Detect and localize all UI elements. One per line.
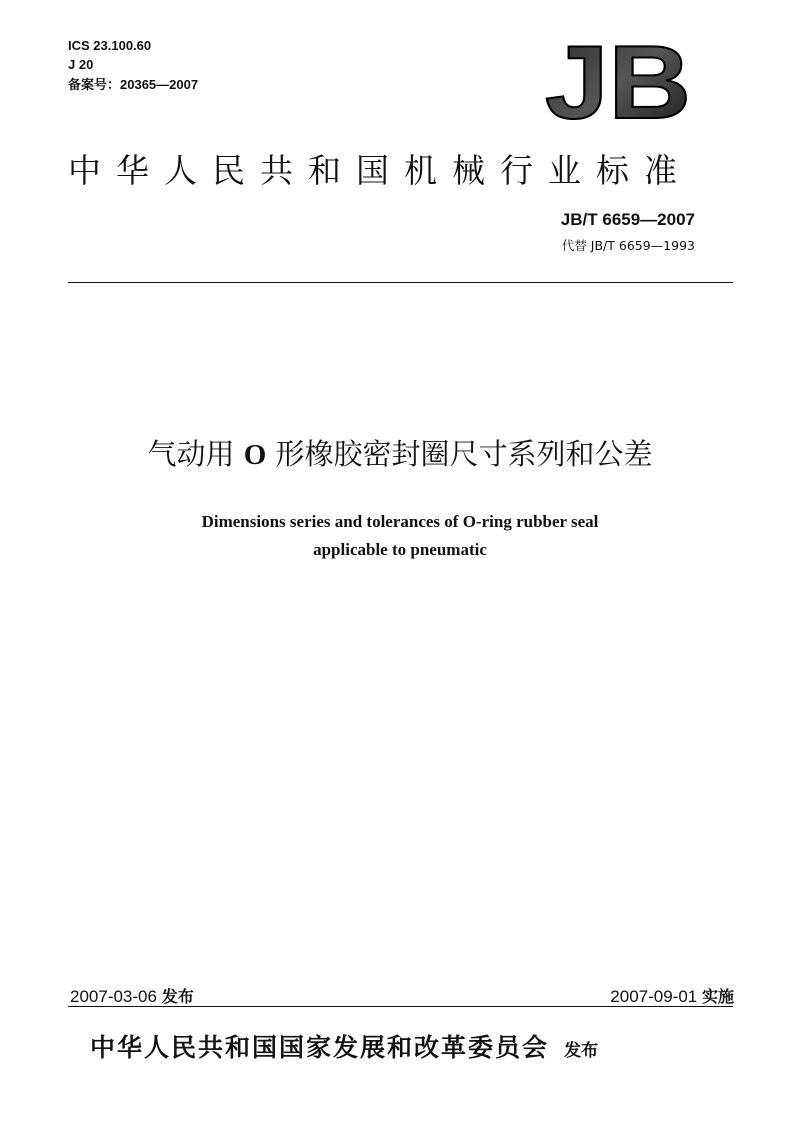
standard-category-title: 中华人民共和国机械行业标准 bbox=[68, 151, 692, 190]
header-divider bbox=[68, 282, 733, 283]
jb-logo bbox=[543, 40, 693, 122]
standard-number-text: JB/T 6659—2007 bbox=[560, 210, 695, 229]
title-cn-part2: 形橡胶密封圈尺寸系列和公差 bbox=[275, 437, 653, 471]
replaces-note: 代替 JB/T 6659—1993 bbox=[561, 238, 695, 253]
title-cn-o: O bbox=[243, 439, 267, 471]
record-number: 备案号：20365—2007 bbox=[68, 77, 199, 92]
document-title-en-line1: Dimensions series and tolerances of O-ring rubber seal bbox=[201, 512, 599, 531]
issuing-org: 中华人民共和国国家发展和改革委员会 bbox=[90, 1033, 550, 1062]
class-code: J 20 bbox=[68, 57, 94, 72]
document-title-cn bbox=[0, 432, 800, 473]
document-title-en-line2: applicable to pneumatic bbox=[313, 540, 487, 559]
standard-number bbox=[561, 210, 695, 230]
implement-date bbox=[610, 984, 734, 1007]
jb-logo-text: JB bbox=[545, 40, 691, 122]
title-cn-part1: 气动用 bbox=[147, 437, 235, 471]
issue-date bbox=[70, 984, 194, 1007]
issue-date-label: 发布 bbox=[161, 987, 194, 1006]
implement-date-value: 2007-09-01 bbox=[610, 987, 698, 1006]
footer-divider bbox=[68, 1006, 733, 1007]
issue-action: 发布 bbox=[564, 1041, 599, 1061]
issuing-authority bbox=[90, 1028, 598, 1064]
implement-date-label: 实施 bbox=[701, 987, 734, 1006]
ics-code: ICS 23.100.60 bbox=[68, 38, 152, 53]
issue-date-value: 2007-03-06 bbox=[70, 987, 157, 1006]
